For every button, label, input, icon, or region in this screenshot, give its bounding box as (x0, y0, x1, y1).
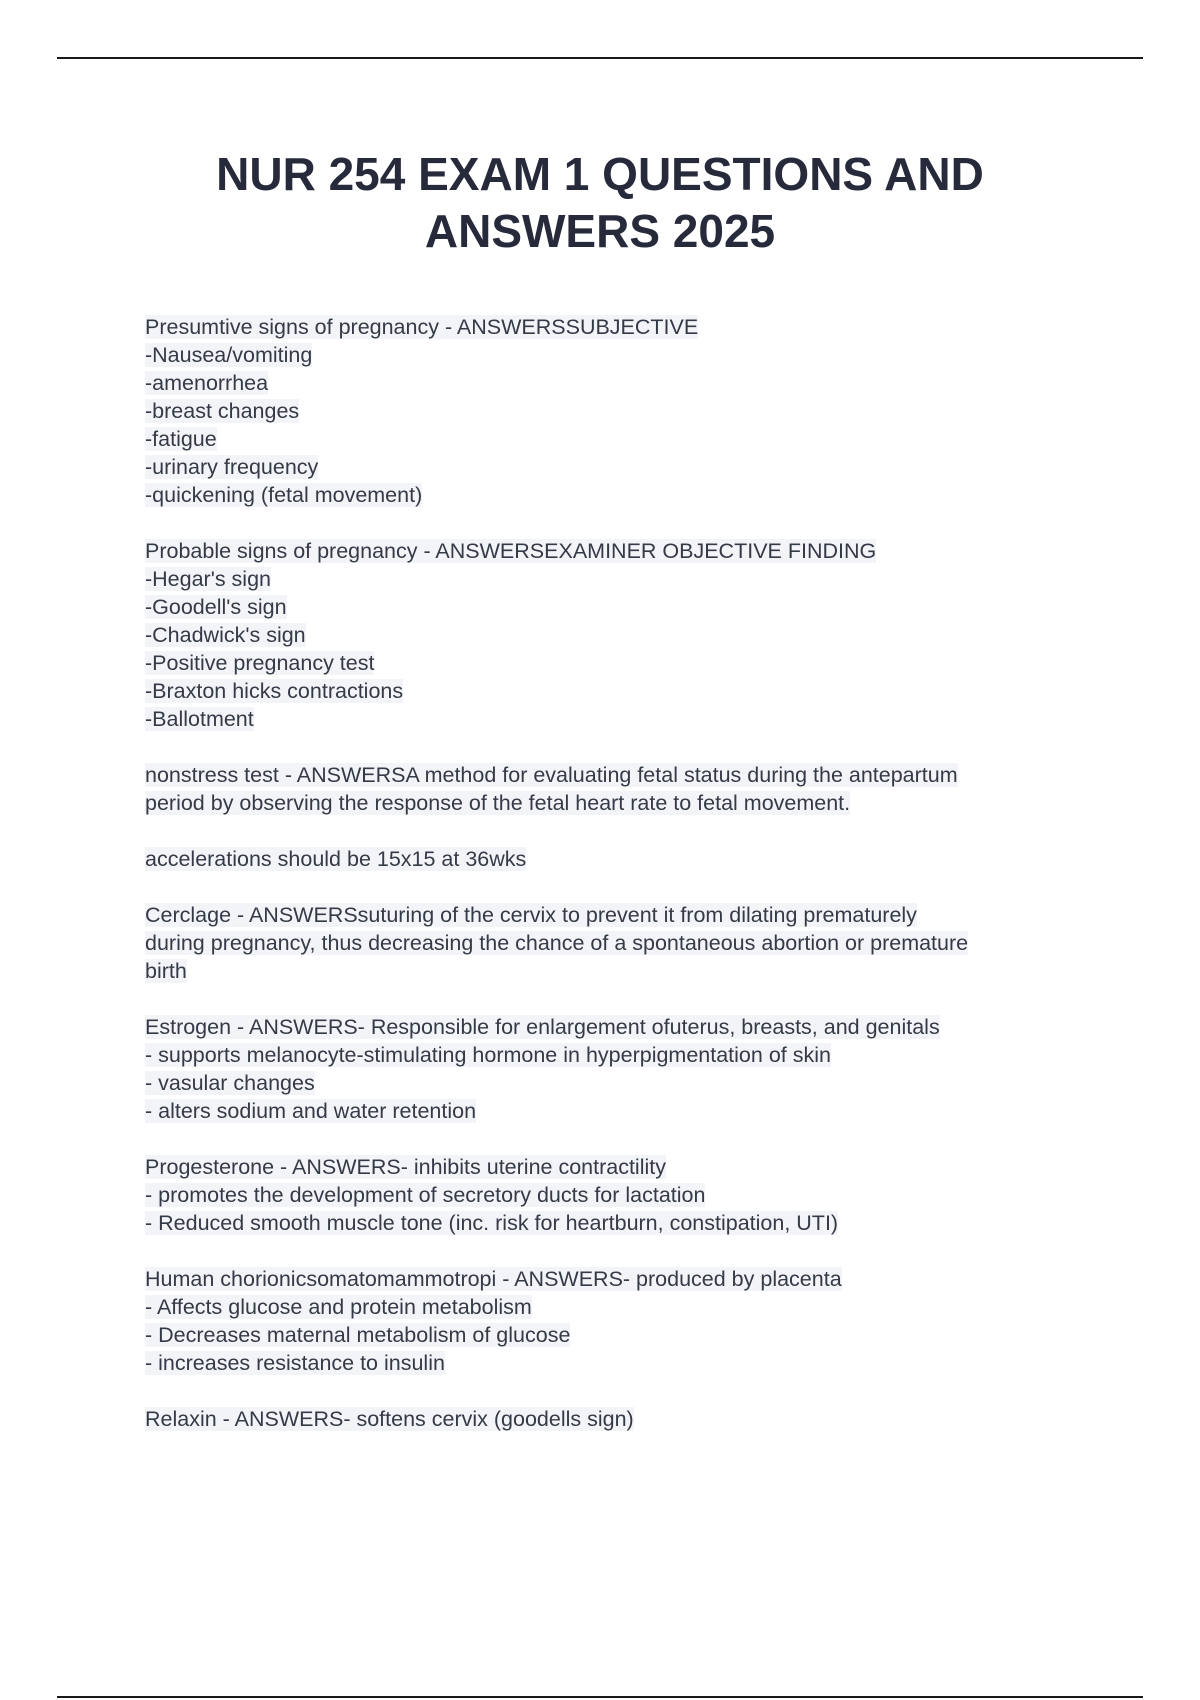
qa-answer-line (145, 1349, 1095, 1377)
line-text: Cerclage - ANSWERSsuturing of the cervix to prevent it from dilating prematurely (145, 903, 917, 927)
line-text: - vasular changes (145, 1071, 315, 1095)
qa-answer-line (145, 789, 1095, 817)
qa-answer-line (145, 677, 1095, 705)
line-text: -urinary frequency (145, 455, 319, 479)
line-text: - promotes the development of secretory ducts for lactation (145, 1183, 706, 1207)
title-line-2: ANSWERS 2025 (424, 205, 776, 257)
qa-answer-line (145, 1293, 1095, 1321)
qa-answer-line (145, 1209, 1095, 1237)
qa-answer-line (145, 621, 1095, 649)
qa-term-line (145, 845, 1095, 873)
qa-term-line (145, 901, 1095, 929)
qa-term-line (145, 537, 1095, 565)
qa-entry (145, 313, 1095, 509)
line-text: nonstress test - ANSWERSA method for evaluating fetal status during the antepartum (145, 763, 958, 787)
qa-answer-line (145, 1097, 1095, 1125)
qa-term-line (145, 1265, 1095, 1293)
line-text: Probable signs of pregnancy - ANSWERSEXAMINER OBJECTIVE FINDING (145, 539, 877, 563)
line-text: Presumtive signs of pregnancy - ANSWERSSUBJECTIVE (145, 315, 699, 339)
line-text: -Nausea/vomiting (145, 343, 313, 367)
qa-answer-line (145, 481, 1095, 509)
qa-entry (145, 1013, 1095, 1125)
line-text: - Decreases maternal metabolism of glucose (145, 1323, 571, 1347)
qa-answer-line (145, 593, 1095, 621)
line-text: - supports melanocyte-stimulating hormone in hyperpigmentation of skin (145, 1043, 831, 1067)
line-text: -breast changes (145, 399, 300, 423)
line-text: - increases resistance to insulin (145, 1351, 445, 1375)
line-text: -Goodell's sign (145, 595, 287, 619)
title-line-1: NUR 254 EXAM 1 QUESTIONS AND (216, 148, 984, 200)
qa-term-line (145, 761, 1095, 789)
line-text: Relaxin - ANSWERS- softens cervix (goodells sign) (145, 1407, 634, 1431)
qa-answer-line (145, 565, 1095, 593)
qa-list (145, 313, 1095, 1461)
qa-entry (145, 845, 1095, 873)
line-text: - Reduced smooth muscle tone (inc. risk for heartburn, constipation, UTI) (145, 1211, 839, 1235)
line-text: -fatigue (145, 427, 217, 451)
qa-answer-line (145, 705, 1095, 733)
qa-answer-line (145, 1041, 1095, 1069)
line-text: -quickening (fetal movement) (145, 483, 423, 507)
line-text: -amenorrhea (145, 371, 269, 395)
qa-answer-line (145, 341, 1095, 369)
qa-answer-line (145, 1321, 1095, 1349)
qa-answer-line (145, 397, 1095, 425)
qa-term-line (145, 1013, 1095, 1041)
qa-term-line (145, 1153, 1095, 1181)
qa-term-line (145, 313, 1095, 341)
line-text: birth (145, 959, 187, 983)
qa-answer-line (145, 1069, 1095, 1097)
top-rule (57, 57, 1143, 59)
line-text: during pregnancy, thus decreasing the chance of a spontaneous abortion or premature (145, 931, 969, 955)
line-text: -Positive pregnancy test (145, 651, 375, 675)
qa-answer-line (145, 957, 1095, 985)
line-text: period by observing the response of the fetal heart rate to fetal movement. (145, 791, 851, 815)
line-text: -Chadwick's sign (145, 623, 306, 647)
line-text: -Hegar's sign (145, 567, 271, 591)
qa-entry (145, 537, 1095, 733)
qa-entry (145, 1405, 1095, 1433)
qa-answer-line (145, 425, 1095, 453)
bottom-rule (57, 1696, 1143, 1698)
line-text: Estrogen - ANSWERS- Responsible for enlargement ofuterus, breasts, and genitals (145, 1015, 940, 1039)
document-title (130, 146, 1070, 260)
qa-answer-line (145, 369, 1095, 397)
qa-entry (145, 1265, 1095, 1377)
line-text: Progesterone - ANSWERS- inhibits uterine contractility (145, 1155, 666, 1179)
line-text: - Affects glucose and protein metabolism (145, 1295, 532, 1319)
qa-answer-line (145, 453, 1095, 481)
qa-entry (145, 901, 1095, 985)
qa-term-line (145, 1405, 1095, 1433)
line-text: -Braxton hicks contractions (145, 679, 404, 703)
qa-entry (145, 761, 1095, 817)
line-text: - alters sodium and water retention (145, 1099, 477, 1123)
qa-answer-line (145, 929, 1095, 957)
line-text: Human chorionicsomatomammotropi - ANSWERS- produced by placenta (145, 1267, 842, 1291)
qa-entry (145, 1153, 1095, 1237)
qa-answer-line (145, 649, 1095, 677)
line-text: accelerations should be 15x15 at 36wks (145, 847, 527, 871)
line-text: -Ballotment (145, 707, 254, 731)
qa-answer-line (145, 1181, 1095, 1209)
